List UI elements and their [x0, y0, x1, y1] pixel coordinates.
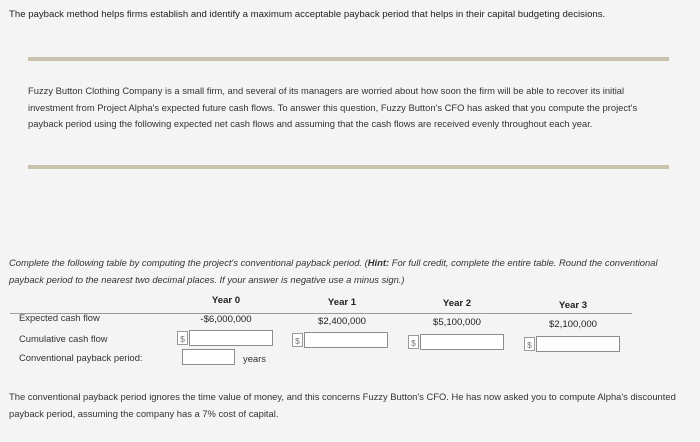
col-header-year-1: Year 1 — [327, 297, 357, 308]
expected-cash-flow-year-1: $2,400,000 — [317, 316, 366, 327]
divider-middle — [28, 165, 669, 169]
currency-prefix-year-0: $ — [177, 331, 188, 345]
expected-cash-flow-year-2: $5,100,000 — [432, 317, 481, 328]
col-header-year-3: Year 3 — [558, 300, 588, 311]
cumulative-cash-flow-year-0-input[interactable] — [189, 330, 273, 346]
row-label-payback-period: Conventional payback period: — [19, 352, 143, 363]
intro-text: The payback method helps firms establish and identify a maximum acceptable payback period that helps in their capital budgeting decisions. — [9, 9, 606, 20]
payback-period-unit: years — [243, 353, 266, 364]
table-header-rule — [10, 313, 632, 314]
instructions-lead: Complete the following table by computing the project's conventional payback period. ( — [9, 257, 368, 268]
instructions-body: For full credit, complete the entire table. Round the conventional payback period to the nearest two decimal places. If your answer is negative use a minus sign.) — [9, 257, 658, 285]
row-label-expected-cash-flow: Expected cash flow — [19, 312, 100, 323]
col-header-year-2: Year 2 — [442, 298, 472, 309]
cumulative-cash-flow-year-1-input[interactable] — [304, 332, 388, 348]
divider-top — [28, 57, 669, 61]
expected-cash-flow-year-0: -$6,000,000 — [200, 314, 252, 325]
currency-prefix-year-2: $ — [408, 335, 419, 349]
hint-label: Hint: — [367, 257, 390, 268]
col-header-year-0: Year 0 — [211, 295, 241, 306]
cumulative-cash-flow-year-2-input[interactable] — [420, 334, 504, 350]
scenario-paragraph: Fuzzy Button Clothing Company is a small firm, and several of its managers are worried about how soon the firm will be able to recover its initial investment from Project Alpha's expected future cash flows. To answer this question, Fuzzy Button's CFO has asked that you compute the project's payback period using the following expected net cash flows and assuming that the cash flows are received evenly throughout each year. — [28, 85, 638, 129]
row-label-cumulative-cash-flow: Cumulative cash flow — [19, 333, 108, 344]
payback-period-input[interactable] — [182, 349, 235, 365]
expected-cash-flow-year-3: $2,100,000 — [548, 319, 597, 330]
outro-paragraph: The conventional payback period ignores the time value of money, and this concerns Fuzzy Button's CFO. He has now asked you to compute Alpha's discounted payback period, assuming the company has a 7% cost of capital. — [9, 391, 676, 419]
currency-prefix-year-3: $ — [524, 337, 535, 351]
cumulative-cash-flow-year-3-input[interactable] — [536, 336, 620, 352]
instructions — [9, 255, 694, 288]
currency-prefix-year-1: $ — [292, 333, 303, 347]
